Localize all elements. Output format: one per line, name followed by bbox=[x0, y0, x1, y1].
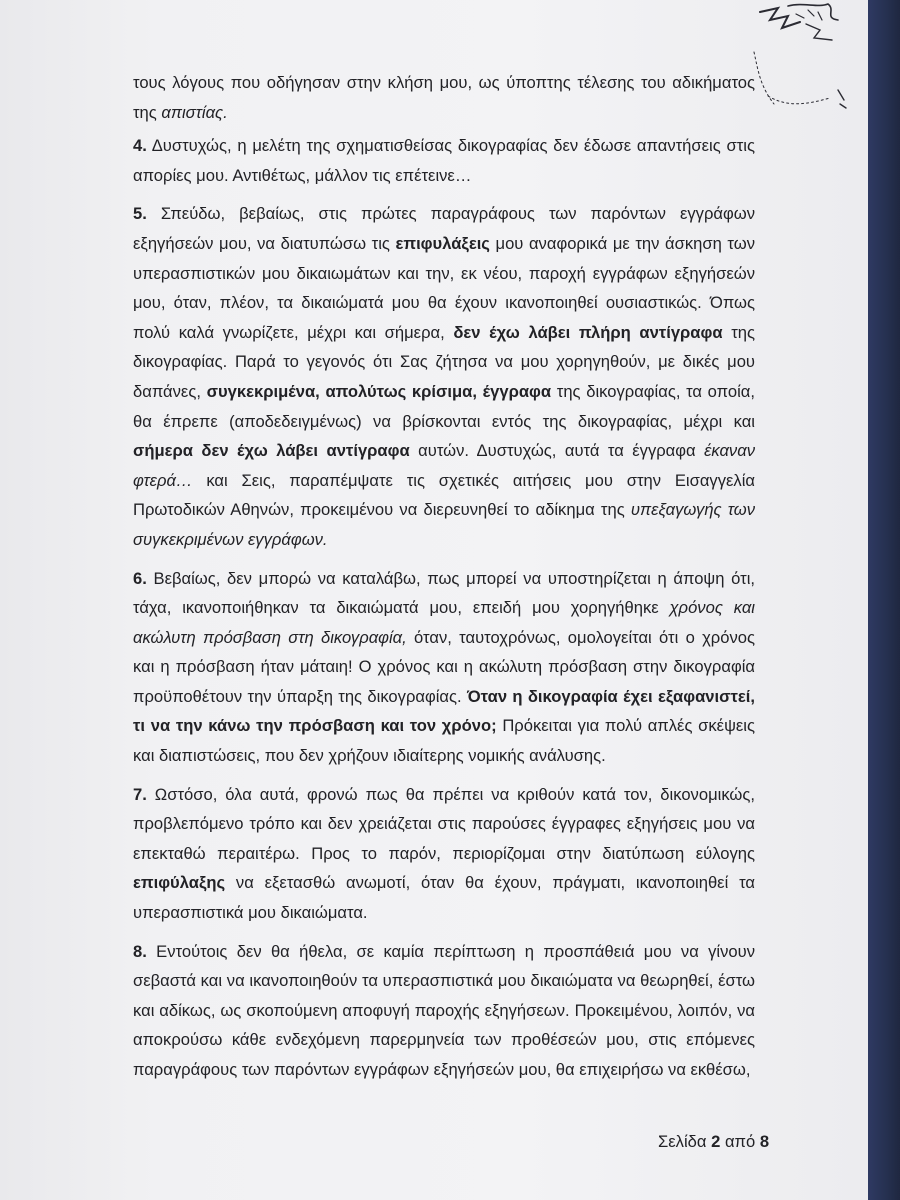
page-footer bbox=[658, 1132, 769, 1152]
bold-phrase: συγκεκριμένα, απολύτως κρίσιμα, έγγραφα bbox=[206, 381, 552, 401]
paragraph-number: 8. bbox=[133, 941, 147, 961]
paragraph-text: Βεβαίως, δεν μπορώ να καταλάβω, πως μπορεί να υποστηρίζεται η άποψη ότι, τάχα, ικανοποιήθηκαν τα δικαιώματά μου, επειδή μου χορηγήθηκε bbox=[133, 568, 755, 618]
paragraph-text: Δυστυχώς, η μελέτη της σχηματισθείσας δικογραφίας δεν έδωσε απαντήσεις στις απορίες μου. Αντιθέτως, μάλλον τις επέτεινε… bbox=[133, 136, 755, 185]
paragraph-8 bbox=[133, 937, 755, 1085]
italic-phrase: έκαναν φτερά… bbox=[133, 441, 755, 490]
paragraph-number: 6. bbox=[133, 568, 147, 588]
bold-phrase: Όταν η δικογραφία έχει εξαφανιστεί, τι να την κάνω την πρόσβαση και τον χρόνο; bbox=[133, 686, 756, 736]
paragraph-text: να εξετασθώ ανωμοτί, όταν θα έχουν, πράγματι, ικανοποιηθεί τα υπερασπιστικά μου δικαιώματα. bbox=[133, 873, 755, 923]
bold-phrase: δεν έχω λάβει πλήρη αντίγραφα bbox=[453, 322, 723, 342]
continuation-text: τους λόγους που οδήγησαν στην κλήση μου, ως ύποπτης τέλεσης του αδικήματος της bbox=[133, 73, 755, 122]
paragraph-text: Ωστόσο, όλα αυτά, φρονώ πως θα πρέπει να κριθούν κατά τον, δικονομικώς, προβλεπόμενο τρόπο και δεν χρειάζεται στις παρούσες έγγραφες εξηγήσεις μου να επεκταθώ περαιτέρω. Προς το παρόν, περιορίζομαι στην διατύπωση εύλογης bbox=[133, 784, 755, 863]
paragraph-text: αυτών. Δυστυχώς, αυτά τα έγγραφα bbox=[409, 441, 705, 461]
bold-phrase: σήμερα δεν έχω λάβει αντίγραφα bbox=[133, 441, 410, 461]
handwritten-signature-mark bbox=[748, 0, 863, 120]
italic-phrase: υπεξαγωγής των συγκεκριμένων εγγράφων. bbox=[133, 500, 755, 549]
paragraph-number: 5. bbox=[133, 204, 147, 224]
paragraph-4 bbox=[133, 131, 755, 190]
paragraph-text: μου αναφορικά με την άσκηση των υπερασπιστικών μου δικαιωμάτων και την, εκ νέου, παροχή εγγράφων εξηγήσεών μου, όταν, πλέον, τα δικαιώματά μου θα έχουν ικανοποιηθεί ουσιαστικώς. Όπως πολύ καλά γνωρίζετε, μέχρι και σήμερα, bbox=[133, 233, 755, 342]
paragraph-text: Πρόκειται για πολύ απλές σκέψεις και διαπιστώσεις, που δεν χρήζουν ιδιαίτερης νομικής ανάλυσης. bbox=[133, 716, 755, 766]
paragraph-number: 7. bbox=[133, 784, 147, 804]
paragraph-text: και Σεις, παραπέμψατε τις σχετικές αιτήσεις μου στην Εισαγγελία Πρωτοδικών Αθηνών, προκειμένου να διερευνηθεί το αδίκημα της bbox=[133, 470, 755, 520]
document-body bbox=[133, 68, 755, 1089]
page-label: Σελίδα bbox=[658, 1132, 712, 1151]
paragraph-5 bbox=[133, 199, 755, 554]
page-total: 8 bbox=[759, 1132, 770, 1151]
continuation-italic: απιστίας. bbox=[161, 102, 228, 122]
paragraph-7 bbox=[133, 780, 755, 928]
paragraph-number: 4. bbox=[133, 136, 147, 156]
paragraph-text: όταν, ταυτοχρόνως, ομολογείται ότι ο χρόνος και η πρόσβαση ήταν μάταιη! Ο χρόνος και η ακώλυτη πρόσβαση στην δικογραφία προϋποθέτουν την ύπαρξη της δικογραφίας. bbox=[133, 627, 755, 706]
bold-phrase: επιφυλάξεις bbox=[395, 233, 490, 253]
paragraph-text: Σπεύδω, βεβαίως, στις πρώτες παραγράφους των παρόντων εγγράφων εξηγήσεών μου, να διατυπώσω τις bbox=[133, 204, 755, 253]
italic-phrase: χρόνος και ακώλυτη πρόσβαση στη δικογραφία, bbox=[133, 598, 755, 647]
paragraph-text: της δικογραφίας, τα οποία, θα έπρεπε (αποδεδειγμένως) να βρίσκονται εντός της δικογραφίας, μέχρι και bbox=[133, 381, 755, 431]
paragraph-6 bbox=[133, 564, 755, 771]
paragraph-text: της δικογραφίας. Παρά το γεγονός ότι Σας ζήτησα να μου χορηγηθούν, με δικές μου δαπάνες, bbox=[133, 322, 755, 401]
bold-phrase: επιφύλαξης bbox=[133, 873, 226, 893]
page-number: 2 bbox=[711, 1132, 721, 1151]
continuation-paragraph bbox=[133, 68, 755, 127]
desk-background-edge bbox=[868, 0, 900, 1200]
paragraph-text: Εντούτοις δεν θα ήθελα, σε καμία περίπτωση η προσπάθειά μου να γίνουν σεβαστά και να ικανοποιηθούν τα υπερασπιστικά μου δικαιώματα να θεωρηθεί, έστω και αδίκως, ως σκοπούμενη αποφυγή παροχής εξηγήσεων. Προκειμένου, λοιπόν, να αποκρούσω κάθε ενδεχόμενη παρερμηνεία των προθέσεών μου, στις επόμενες παραγράφους των παρόντων εγγράφων εξηγήσεών μου, θα επιχειρήσω να εκθέσω, bbox=[133, 941, 755, 1079]
page-of-label: από bbox=[720, 1132, 760, 1151]
